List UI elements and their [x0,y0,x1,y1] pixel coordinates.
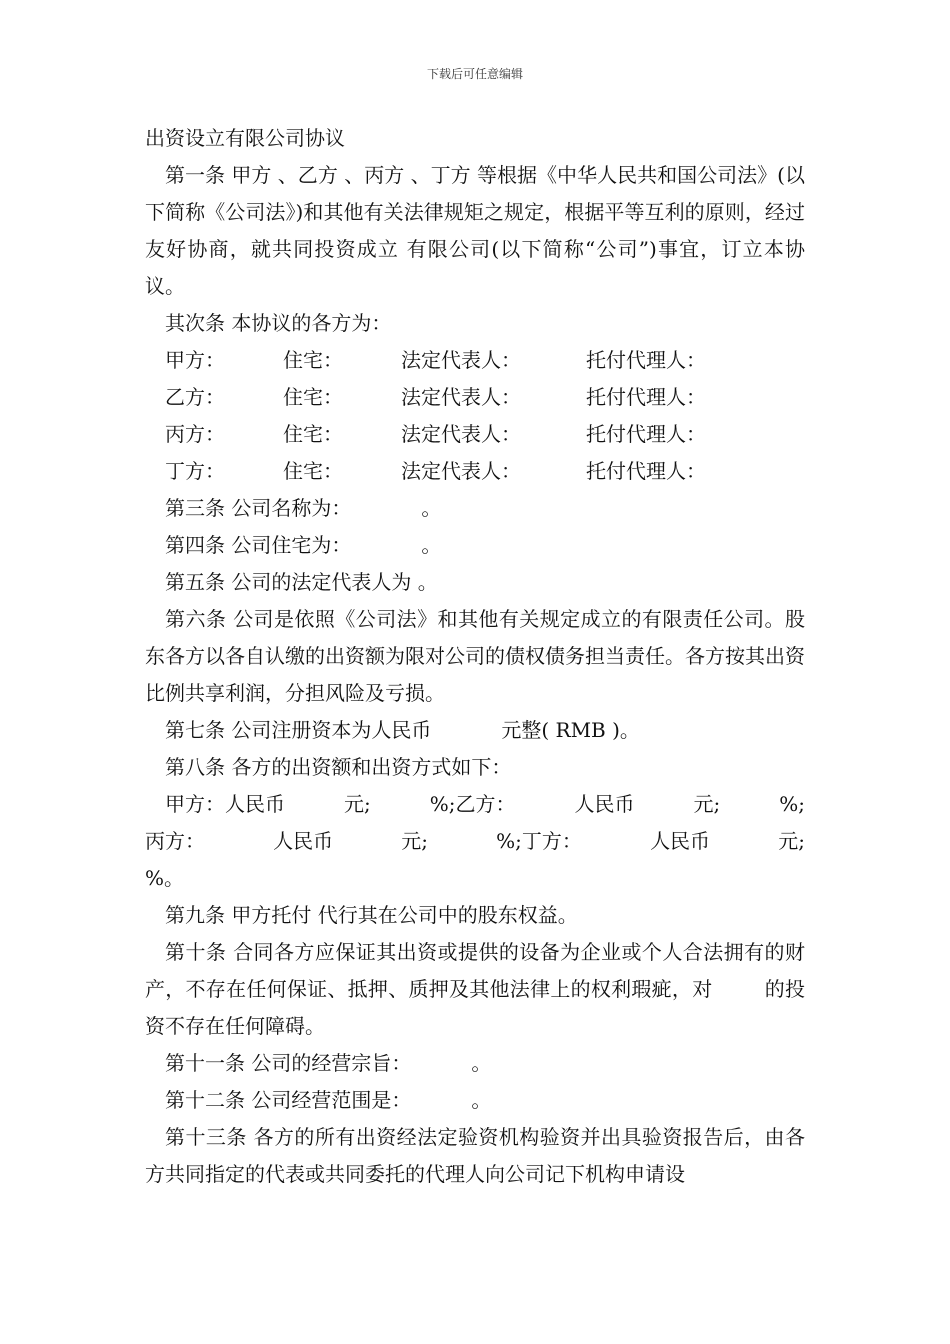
party-agent-label: 托付代理人： [586,385,706,409]
contribution-line-1 [145,786,805,823]
party-name: 乙方： [165,385,225,409]
article-4-end: 。 [421,533,442,557]
article-9: 第九条 甲方托付 代行其在公司中的股东权益。 [165,903,578,927]
contribution-line-2 [145,823,805,860]
party-agent-label: 托付代理人： [586,348,706,372]
contrib-text: 元; [693,792,721,816]
article-12 [145,1082,805,1119]
party-rep-label: 法定代表人： [401,348,521,372]
article-5: 第五条 公司的法定代表人为 。 [165,570,438,594]
contrib-text: 元; [778,829,805,853]
party-name: 甲方： [165,348,225,372]
party-row-d [145,453,805,490]
party-address-label: 住宅： [283,459,343,483]
party-rep-label: 法定代表人： [401,385,521,409]
article-10-tail-b: 的投资不存在任何障碍。 [145,977,806,1038]
article-4 [145,527,805,564]
party-address-label: 住宅： [283,422,343,446]
party-name: 丁方： [165,459,225,483]
article-2: 其次条 本协议的各方为： [165,311,392,335]
contribution-line-3: %。 [145,866,185,890]
party-row-b [145,379,805,416]
article-7 [145,712,805,749]
article-12-end: 。 [471,1088,492,1112]
party-rep-label: 法定代表人： [401,422,521,446]
article-6: 第六条 公司是依照《公司法》和其他有关规定成立的有限责任公司。股东各方以各自认缴的出资额为限对公司的债权债务担当责任。各方按其出资比例共享利润，分担风险及亏损。 [145,607,805,705]
party-rep-label: 法定代表人： [401,459,521,483]
party-agent-label: 托付代理人： [586,459,706,483]
article-3 [145,490,805,527]
party-name: 丙方： [165,422,225,446]
contrib-text: 元; [401,829,429,853]
contrib-text: %;丁方： [496,829,582,853]
party-address-label: 住宅： [283,348,343,372]
contrib-text: %; [779,792,805,816]
article-10-tail-a: 对 [692,977,713,1001]
document-title: 出资设立有限公司协议 [145,126,345,150]
article-10-main: 第十条 合同各方应保证其出资或提供的设备为企业或个人合法拥有的财产，不存在任何保证、抵押、质押及其他法律上的权利瑕疵， [145,940,805,1001]
article-11-label: 第十一条 公司的经营宗旨： [165,1051,412,1075]
document-body [145,120,805,1193]
article-3-end: 。 [421,496,442,520]
contrib-text: 人民币 [574,792,635,816]
contrib-text: %;乙方： [429,792,516,816]
article-11 [145,1045,805,1082]
party-agent-label: 托付代理人： [586,422,706,446]
article-4-label: 第四条 公司住宅为： [165,533,352,557]
article-12-label: 第十二条 公司经营范围是： [165,1088,412,1112]
article-7-label: 第七条 公司注册资本为人民币 [165,718,432,742]
party-address-label: 住宅： [283,385,343,409]
page-header: 下载后可任意编辑 [426,67,523,81]
party-row-c [145,416,805,453]
article-1: 第一条 甲方 、乙方 、丙方 、丁方 等根据《中华人民共和国公司法》(以下简称《公司法》)和其他有关法律规矩之规定，根据平等互利的原则，经过友好协商，就共同投资成立 有限公司(以下简称“公司”)事宜，订立本协议。 [145,163,805,298]
article-7-end: 元整( RMB )。 [501,718,640,742]
contrib-text: 元; [344,792,371,816]
article-3-label: 第三条 公司名称为： [165,496,352,520]
article-8: 第八条 各方的出资额和出资方式如下： [165,755,512,779]
contrib-text: 甲方：人民币 [165,792,285,816]
contrib-text: 人民币 [273,829,334,853]
article-10 [145,934,805,1045]
party-row-a [145,342,805,379]
article-13: 第十三条 各方的所有出资经法定验资机构验资并出具验资报告后，由各方共同指定的代表或共同委托的代理人向公司记下机构申请设 [145,1125,805,1186]
article-11-end: 。 [471,1051,492,1075]
contrib-text: 丙方： [145,829,205,853]
contrib-text: 人民币 [650,829,711,853]
